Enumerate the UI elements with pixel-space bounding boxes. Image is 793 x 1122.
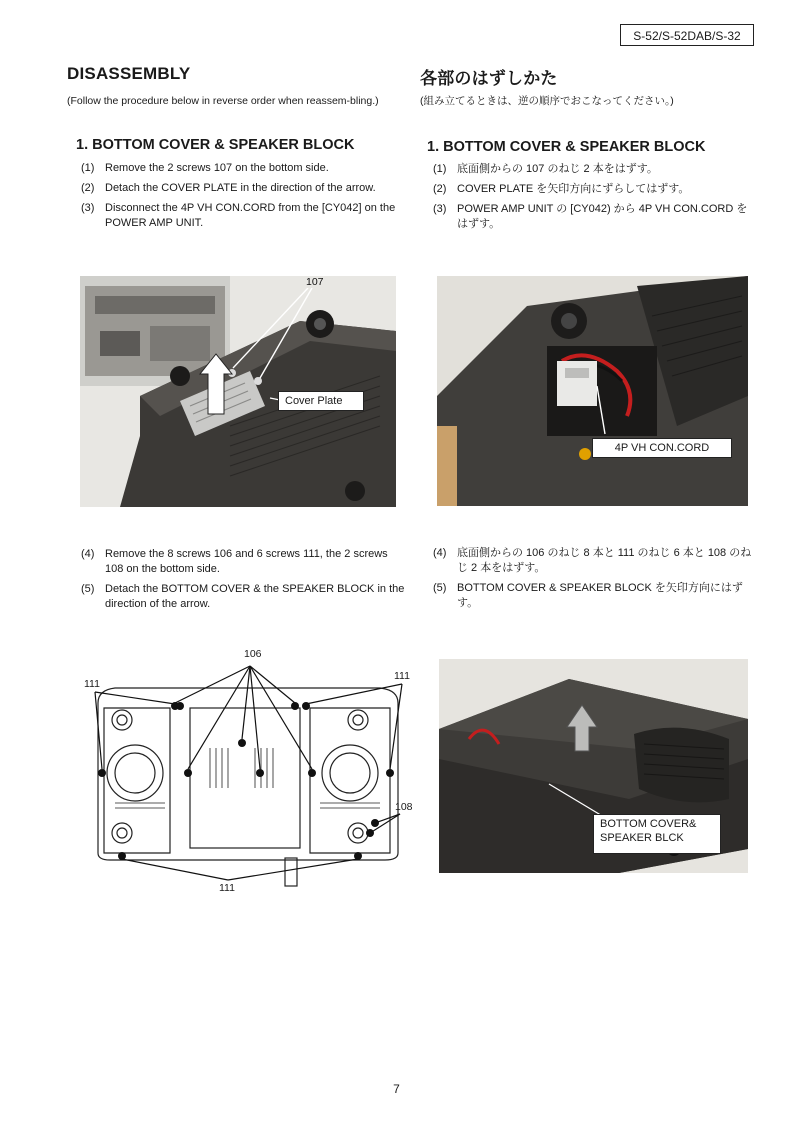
- step-number: (3): [433, 203, 447, 215]
- step-text: COVER PLATE を矢印方向にずらしてはずす。: [457, 183, 690, 195]
- step-1-en: [81, 161, 406, 176]
- step-text: Remove the 2 screws 107 on the bottom side.: [105, 162, 329, 174]
- page-number: 7: [393, 1082, 400, 1096]
- step-number: (2): [81, 182, 95, 194]
- section-heading-jp: 1. BOTTOM COVER & SPEAKER BLOCK: [427, 139, 706, 155]
- steps-list-en-a: [81, 161, 406, 236]
- screw-111-label-bottom: 111: [219, 882, 235, 894]
- step-text: Detach the BOTTOM COVER & the SPEAKER BLOCK in the direction of the arrow.: [105, 583, 405, 610]
- step-number: (2): [433, 183, 447, 195]
- title-en: DISASSEMBLY: [67, 64, 191, 83]
- step-3-jp: [433, 202, 758, 232]
- steps-list-jp-b: [433, 546, 753, 616]
- screw-111-label-left: 111: [84, 678, 100, 690]
- model-number-box: S-52/S-52DAB/S-32: [620, 24, 754, 46]
- step-5-en: [81, 582, 406, 612]
- screw-111-label-right: 111: [394, 670, 410, 682]
- step-5-jp: [433, 581, 753, 611]
- section-heading-en: 1. BOTTOM COVER & SPEAKER BLOCK: [76, 137, 355, 153]
- step-number: (4): [433, 547, 447, 559]
- step-2-en: [81, 181, 406, 196]
- title-jp: 各部のはずしかた: [420, 69, 558, 88]
- step-text: BOTTOM COVER & SPEAKER BLOCK を矢印方向にはずす。: [457, 582, 743, 609]
- screw-108-label: 108: [395, 801, 413, 813]
- bottom-cover-callout-line-1: BOTTOM COVER&: [600, 818, 697, 830]
- steps-list-jp-a: [433, 162, 758, 237]
- bottom-cover-photo: [439, 659, 748, 873]
- bottom-view-drawing: [80, 648, 420, 898]
- step-4-en: [81, 547, 406, 577]
- connector-photo-drawing: [437, 276, 748, 506]
- note-jp: (組み立てるときは、逆の順序でおこなってください。): [420, 95, 674, 107]
- step-text: Detach the COVER PLATE in the direction of the arrow.: [105, 182, 376, 194]
- step-number: (1): [433, 163, 447, 175]
- step-text: 底面側からの 106 のねじ 8 本と 111 のねじ 6 本と 108 のねじ 2 本をはずす。: [457, 547, 752, 574]
- step-text: Remove the 8 screws 106 and 6 screws 111, the 2 screws 108 on the bottom side.: [105, 548, 388, 575]
- step-text: 底面側からの 107 のねじ 2 本をはずす。: [457, 163, 658, 175]
- cover-plate-callout: Cover Plate: [278, 391, 364, 411]
- note-en: (Follow the procedure below in reverse order when reassem-bling.): [67, 95, 379, 107]
- bottom-cover-callout: [593, 814, 721, 854]
- step-text: Disconnect the 4P VH CON.CORD from the [CY042] on the POWER AMP UNIT.: [105, 202, 396, 229]
- steps-list-en-b: [81, 547, 406, 617]
- bottom-cover-callout-line-2: SPEAKER BLCK: [600, 832, 684, 844]
- step-number: (3): [81, 202, 95, 214]
- bottom-view-diagram: [80, 648, 420, 898]
- con-cord-callout: 4P VH CON.CORD: [592, 438, 732, 458]
- step-number: (4): [81, 548, 95, 560]
- step-4-jp: [433, 546, 753, 576]
- step-2-jp: [433, 182, 758, 197]
- screw-107-label: 107: [306, 276, 324, 288]
- step-text: POWER AMP UNIT の [CY042) から 4P VH CON.CORD をはずす。: [457, 203, 748, 230]
- step-number: (5): [433, 582, 447, 594]
- step-3-en: [81, 201, 406, 231]
- step-1-jp: [433, 162, 758, 177]
- cover-plate-photo: [80, 276, 396, 507]
- screw-106-label: 106: [244, 648, 262, 660]
- step-number: (5): [81, 583, 95, 595]
- connector-photo: [437, 276, 748, 506]
- step-number: (1): [81, 162, 95, 174]
